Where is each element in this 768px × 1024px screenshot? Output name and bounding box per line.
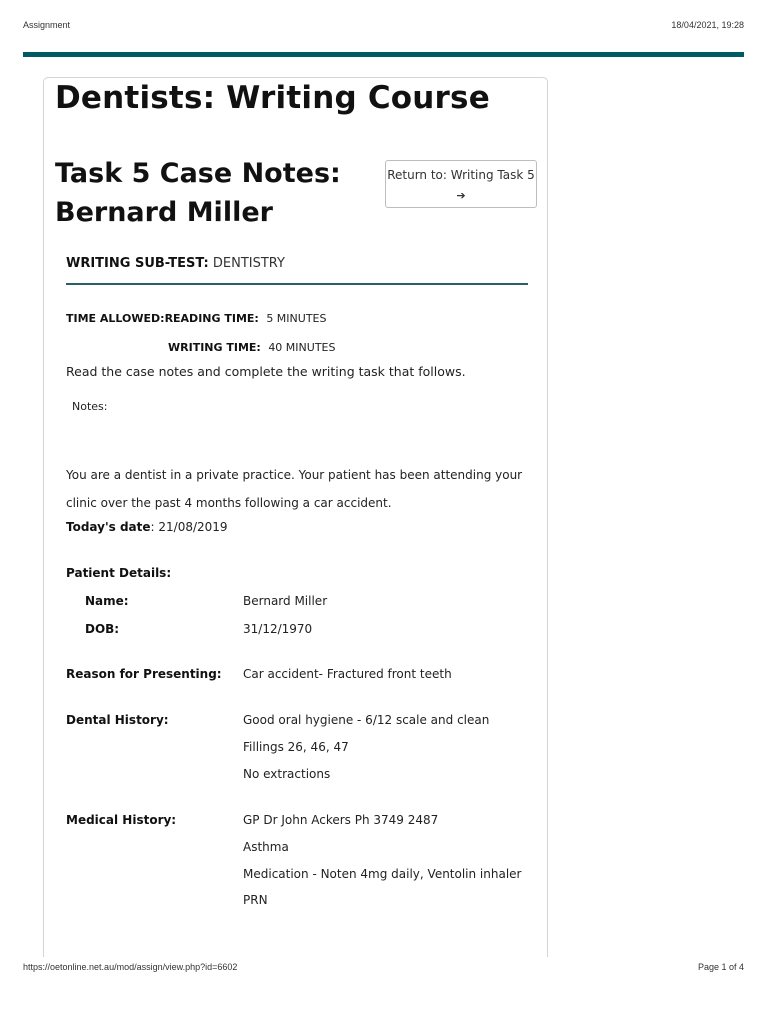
course-title: Dentists: Writing Course [55, 80, 490, 116]
writing-time-row [168, 341, 335, 354]
writing-time-label: WRITING TIME: [168, 341, 261, 354]
patient-dob-label: DOB: [85, 622, 120, 636]
patient-name-label: Name: [85, 594, 129, 608]
reading-time-row [66, 312, 326, 325]
dental-history-line: Good oral hygiene - 6/12 scale and clean [243, 713, 490, 727]
dental-history-line: Fillings 26, 46, 47 [243, 740, 349, 754]
subtest-value: DENTISTRY [212, 256, 285, 271]
instructions-text: Read the case notes and complete the writing task that follows. [66, 364, 466, 379]
subtest-label: WRITING SUB-TEST: [66, 256, 209, 271]
todays-date-label: Today's date [66, 520, 151, 534]
page-number: Page 1 of 4 [697, 962, 744, 972]
medical-history-line: PRN [243, 893, 268, 907]
dental-history-line: No extractions [243, 767, 331, 781]
print-header-datetime: 18/04/2021, 19:28 [671, 20, 744, 30]
time-allowed-label: TIME ALLOWED: [66, 312, 165, 325]
reason-label: Reason for Presenting: [66, 667, 222, 681]
patient-name-value: Bernard Miller [243, 594, 328, 608]
page-title: Task 5 Case Notes: Bernard Miller [55, 158, 341, 228]
reason-value: Car accident- Fractured front teeth [243, 667, 452, 681]
reading-time-label: READING TIME: [164, 312, 259, 325]
subtest-heading [66, 256, 285, 271]
header-accent-bar [23, 52, 744, 57]
return-to-task-button[interactable] [385, 160, 537, 208]
print-header-title: Assignment [23, 20, 71, 30]
notes-label: Notes: [72, 400, 108, 413]
sign-in-arrow-icon: ➔ [456, 189, 466, 202]
medical-history-label: Medical History: [66, 813, 177, 827]
patient-details-heading: Patient Details: [66, 566, 172, 580]
todays-date [66, 520, 228, 534]
medical-history-line: GP Dr John Ackers Ph 3749 2487 [243, 813, 439, 827]
writing-time-value: 40 MINUTES [268, 341, 336, 354]
section-divider [66, 283, 528, 285]
todays-date-value: : 21/08/2019 [150, 520, 228, 534]
return-button-label: Return to: Writing Task 5 [387, 168, 535, 182]
medical-history-line: Asthma [243, 840, 289, 854]
dental-history-label: Dental History: [66, 713, 169, 727]
print-header [23, 20, 744, 30]
medical-history-line: Medication - Noten 4mg daily, Ventolin inhaler [243, 867, 522, 881]
print-footer [23, 962, 744, 972]
page-url: https://oetonline.net.au/mod/assign/view.php?id=6602 [23, 962, 238, 972]
reading-time-value: 5 MINUTES [266, 312, 327, 325]
scenario-text: You are a dentist in a private practice. Your patient has been attending your clinic over the past 4 months following a car accident. [66, 468, 523, 510]
patient-dob-value: 31/12/1970 [243, 622, 313, 636]
